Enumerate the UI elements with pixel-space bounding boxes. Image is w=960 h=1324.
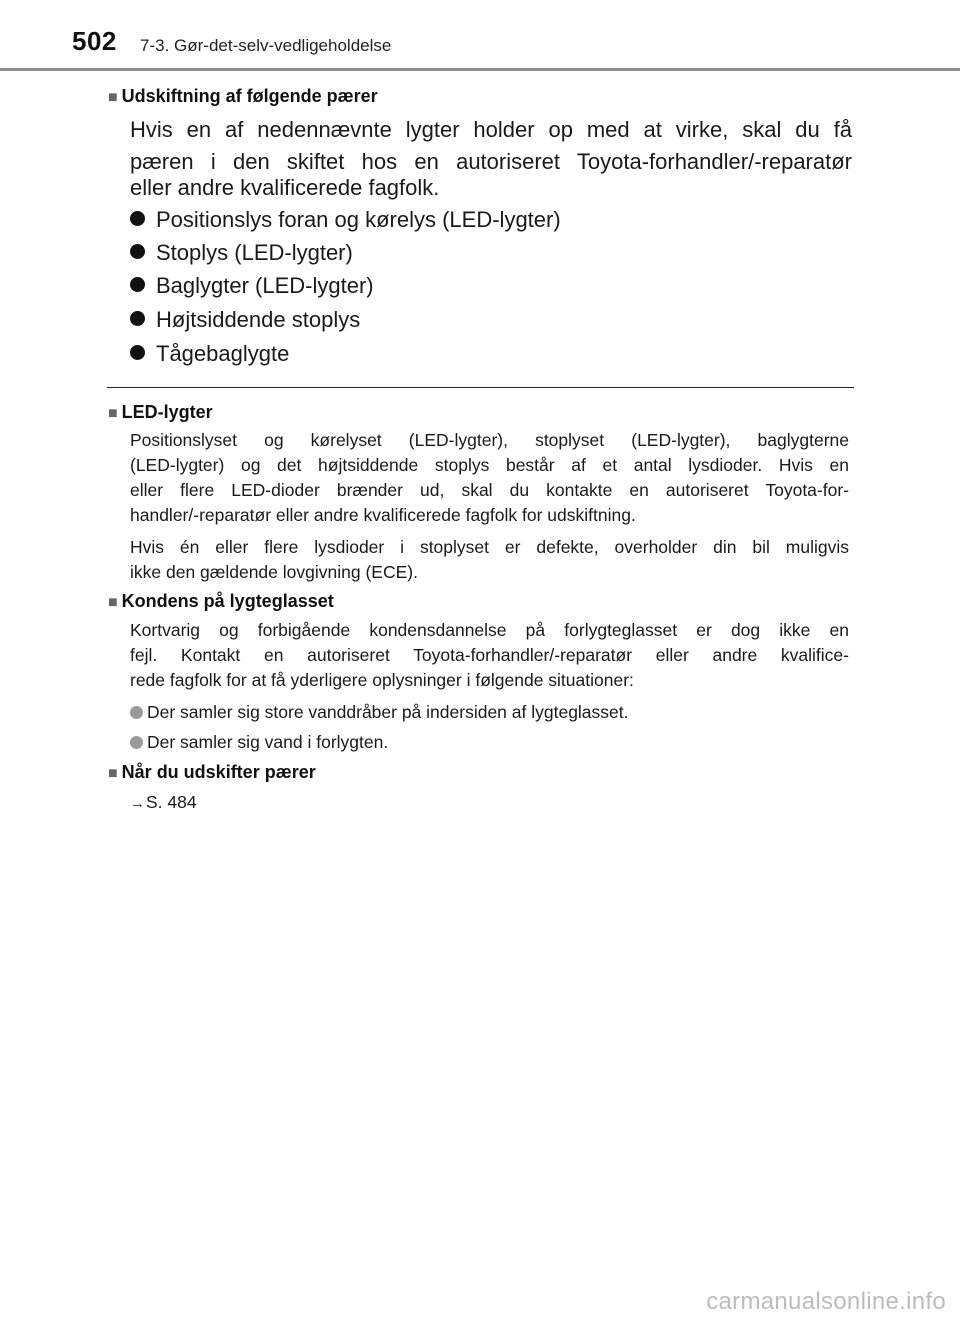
- section-heading-text: LED-lygter: [121, 402, 213, 422]
- bullet-icon: [130, 345, 145, 360]
- section-heading-text: Udskiftning af følgende pærer: [121, 86, 378, 106]
- section-divider: [107, 387, 854, 388]
- list-item: Baglygter (LED-lygter): [130, 270, 374, 302]
- paragraph-line: Hvis en af nedennævnte lygter holder op med at virke, skal du få: [130, 117, 852, 142]
- chapter-title: 7-3. Gør-det-selv-vedligeholdelse: [140, 36, 392, 55]
- bullet-icon: [130, 311, 145, 326]
- watermark: carmanualsonline.info: [706, 1288, 946, 1315]
- section-heading-text: Når du udskifter pærer: [121, 762, 316, 782]
- list-item: Stoplys (LED-lygter): [130, 237, 353, 269]
- list-item: Højtsiddende stoplys: [130, 304, 360, 336]
- paragraph-line: rede fagfolk for at få yderligere oplysninger i følgende situationer:: [130, 670, 634, 690]
- section-heading-replacing-bulbs: [108, 762, 316, 783]
- bullet-icon: [130, 244, 145, 259]
- section-heading-condensation: [108, 591, 334, 612]
- paragraph-line: pæren i den skiftet hos en autoriseret Toyota-forhandler/-reparatør: [130, 149, 852, 174]
- page-number: 502: [72, 26, 117, 56]
- paragraph-line: (LED-lygter) og det højtsiddende stoplys består af et antal lysdioder. Hvis en: [130, 455, 849, 475]
- page-header: [0, 0, 960, 72]
- square-bullet-icon: ■: [108, 405, 118, 422]
- paragraph-line: eller flere LED-dioder brænder ud, skal du kontakte en autoriseret Toyota-for-: [130, 480, 849, 500]
- list-item: Der samler sig store vanddråber på indersiden af lygteglasset.: [130, 700, 629, 725]
- paragraph-line: eller andre kvalificerede fagfolk.: [130, 175, 440, 200]
- paragraph-line: handler/-reparatør eller andre kvalificerede fagfolk for udskiftning.: [130, 505, 636, 525]
- header-rule: [0, 68, 960, 71]
- page-reference[interactable]: →S. 484: [130, 790, 197, 816]
- square-bullet-icon: ■: [108, 89, 118, 106]
- paragraph-line: fejl. Kontakt en autoriseret Toyota-forhandler/-reparatør eller andre kvalifice-: [130, 645, 849, 665]
- arrow-right-icon: →: [130, 795, 145, 812]
- bullet-icon: [130, 277, 145, 292]
- paragraph-line: Positionslyset og kørelyset (LED-lygter), stoplyset (LED-lygter), baglygterne: [130, 430, 849, 450]
- list-item: Der samler sig vand i forlygten.: [130, 730, 388, 755]
- section-heading-bulb-replacement: [108, 86, 378, 107]
- paragraph-line: Kortvarig og forbigående kondensdannelse på forlygteglasset er dog ikke en: [130, 620, 849, 640]
- list-item: Tågebaglygte: [130, 338, 289, 370]
- list-item: Positionslys foran og kørelys (LED-lygter): [130, 204, 561, 236]
- paragraph-line: Hvis én eller flere lysdioder i stoplyset er defekte, overholder din bil muligvis: [130, 537, 849, 557]
- square-bullet-icon: ■: [108, 594, 118, 611]
- bullet-icon: [130, 706, 143, 719]
- bullet-icon: [130, 211, 145, 226]
- bullet-icon: [130, 736, 143, 749]
- section-heading-text: Kondens på lygteglasset: [121, 591, 334, 611]
- paragraph-line: ikke den gældende lovgivning (ECE).: [130, 562, 418, 582]
- section-heading-led: [108, 402, 213, 423]
- square-bullet-icon: ■: [108, 765, 118, 782]
